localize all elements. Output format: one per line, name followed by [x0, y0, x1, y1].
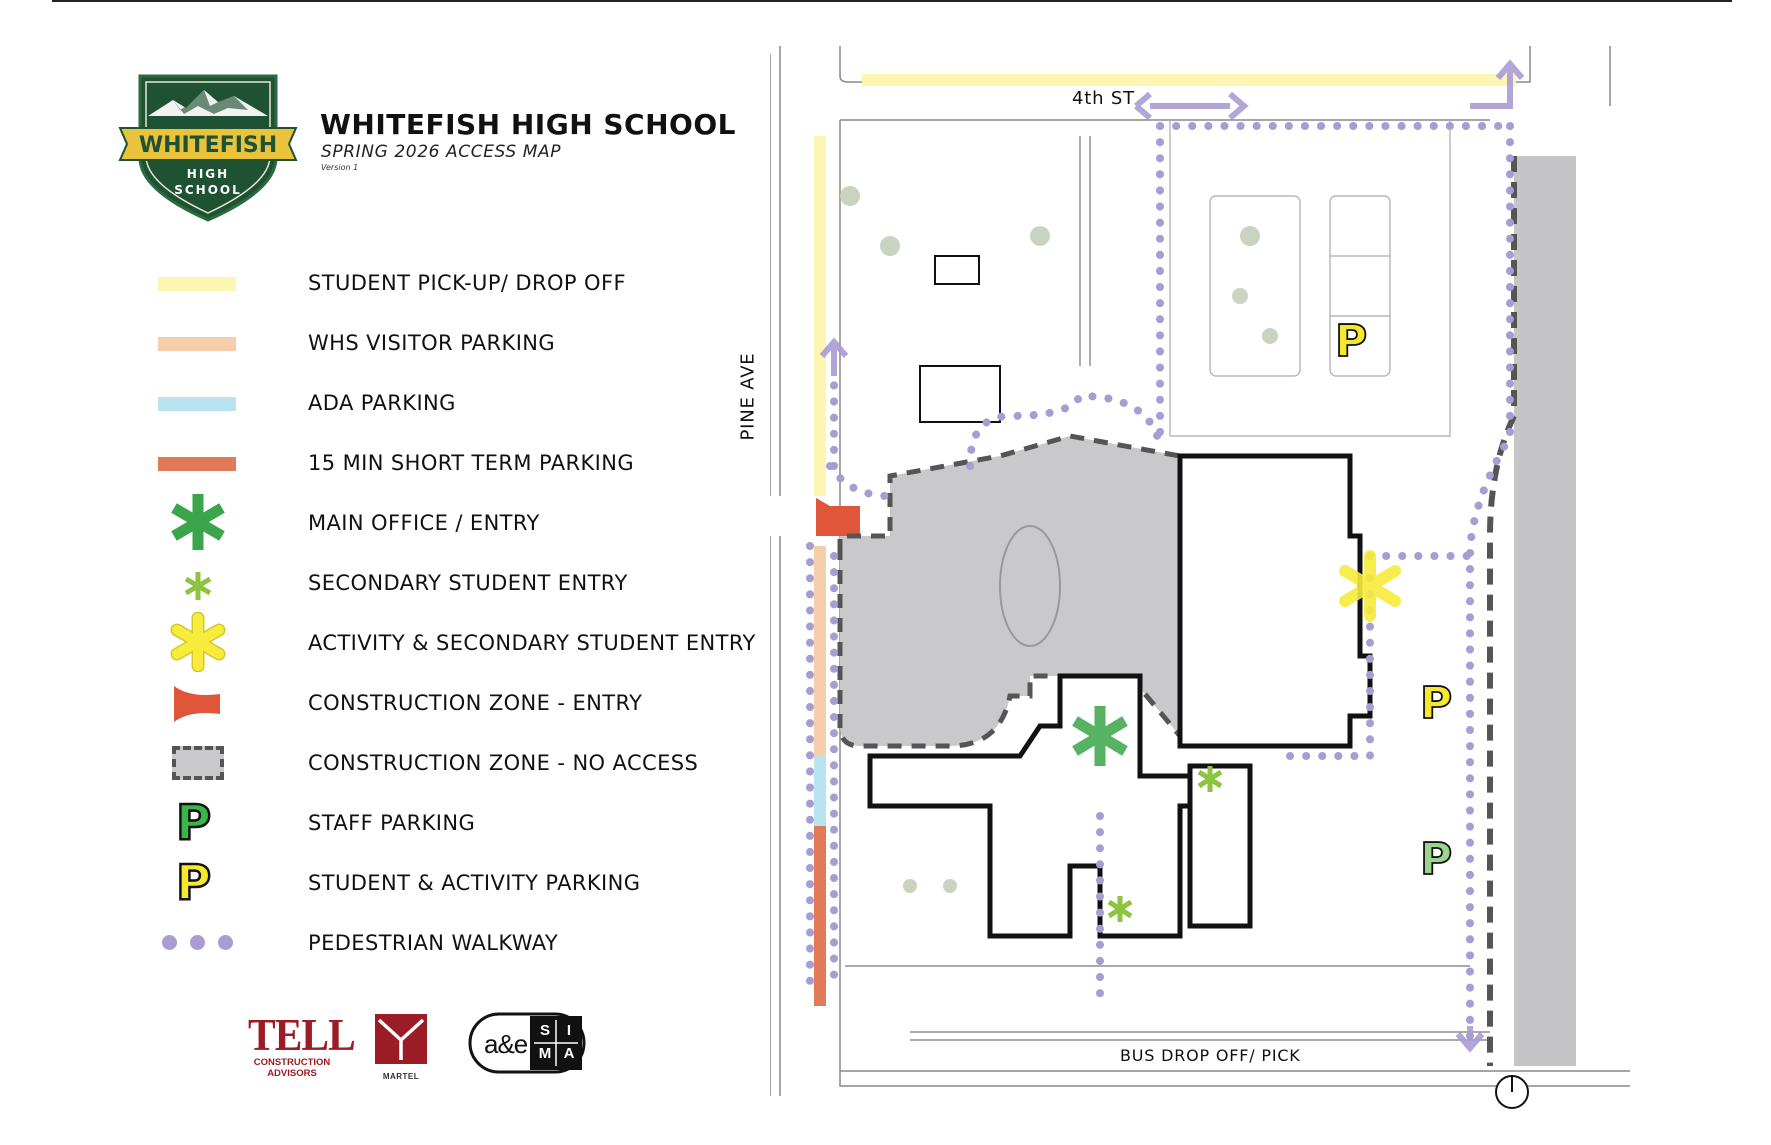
legend-item-student-parking: P STUDENT & ACTIVITY PARKING: [176, 855, 641, 911]
logo-wordmark: WHITEFISH: [138, 133, 278, 158]
small-lime-asterisk-icon: [150, 560, 246, 610]
legend-item-walkway: PEDESTRIAN WALKWAY: [150, 918, 770, 968]
legend-item-staff-parking: P STAFF PARKING: [176, 795, 476, 851]
site-map: [737, 36, 1690, 1116]
legend-item-secondary-entry: SECONDARY STUDENT ENTRY: [150, 558, 770, 608]
green-p-icon: P: [176, 795, 212, 851]
page-title: WHITEFISH HIGH SCHOOL: [320, 108, 736, 141]
sponsor-logos: TELL CONSTRUCTION ADVISORS MARTEL a&e S I M A: [240, 1010, 620, 1090]
short-term-parking-strip: [814, 826, 826, 1006]
whitefish-logo: [118, 70, 298, 225]
pickup-zone-north: [862, 74, 1516, 86]
ada-parking-strip: [814, 756, 826, 826]
top-rule: [52, 0, 1732, 2]
orange-swatch: [158, 337, 236, 351]
staff-parking-marker: P: [1420, 834, 1453, 885]
construction-entry-flag: [816, 498, 860, 536]
site-map-drawing: [770, 36, 1690, 1116]
red-flag-icon: [150, 678, 246, 728]
pickup-zone-west: [814, 136, 826, 496]
gray-dashed-box: [172, 746, 224, 780]
small-building: [935, 256, 979, 284]
student-parking-marker: P: [1420, 678, 1453, 729]
legend-item-no-access: CONSTRUCTION ZONE - NO ACCESS: [150, 738, 770, 788]
yellow-asterisk-icon: [150, 612, 246, 672]
tell-logo: TELL: [248, 1009, 355, 1060]
legend-item-visitor: WHS VISITOR PARKING: [150, 318, 770, 368]
legend-item-ada: ADA PARKING: [150, 378, 770, 428]
svg-text:SCHOOL: SCHOOL: [174, 183, 242, 197]
legend-item-short-term: 15 MIN SHORT TERM PARKING: [150, 438, 770, 488]
street-label-pine: PINE AVE: [737, 352, 759, 441]
tell-subtitle: CONSTRUCTION ADVISORS: [253, 1057, 331, 1079]
visitor-parking-strip: [814, 546, 826, 756]
page-subtitle: SPRING 2026 ACCESS MAP: [321, 142, 562, 162]
blue-swatch: [158, 397, 236, 411]
bus-drop-label: BUS DROP OFF/ PICK: [1120, 1046, 1301, 1065]
purple-dots: [162, 935, 246, 955]
yellow-p-icon: P: [176, 855, 212, 911]
legend-item-pickup: STUDENT PICK-UP/ DROP OFF: [150, 258, 770, 308]
martel-logo: [375, 1014, 427, 1064]
large-green-asterisk-icon: [150, 492, 246, 552]
version-label: Version 1: [321, 163, 359, 172]
svg-text:HIGH: HIGH: [186, 167, 230, 181]
student-parking-marker: P: [1335, 316, 1368, 367]
legend-item-construction-entry: CONSTRUCTION ZONE - ENTRY: [150, 678, 770, 728]
legend-item-activity-entry: ACTIVITY & SECONDARY STUDENT ENTRY: [150, 618, 770, 668]
small-building: [920, 366, 1000, 422]
street-label-4th: 4th ST: [1072, 88, 1135, 109]
legend-item-main-office: MAIN OFFICE / ENTRY: [150, 498, 770, 548]
north-parking-lot: [1170, 120, 1450, 436]
east-construction-band: [1514, 156, 1576, 1066]
red-swatch: [158, 457, 236, 471]
yellow-swatch: [158, 277, 236, 291]
